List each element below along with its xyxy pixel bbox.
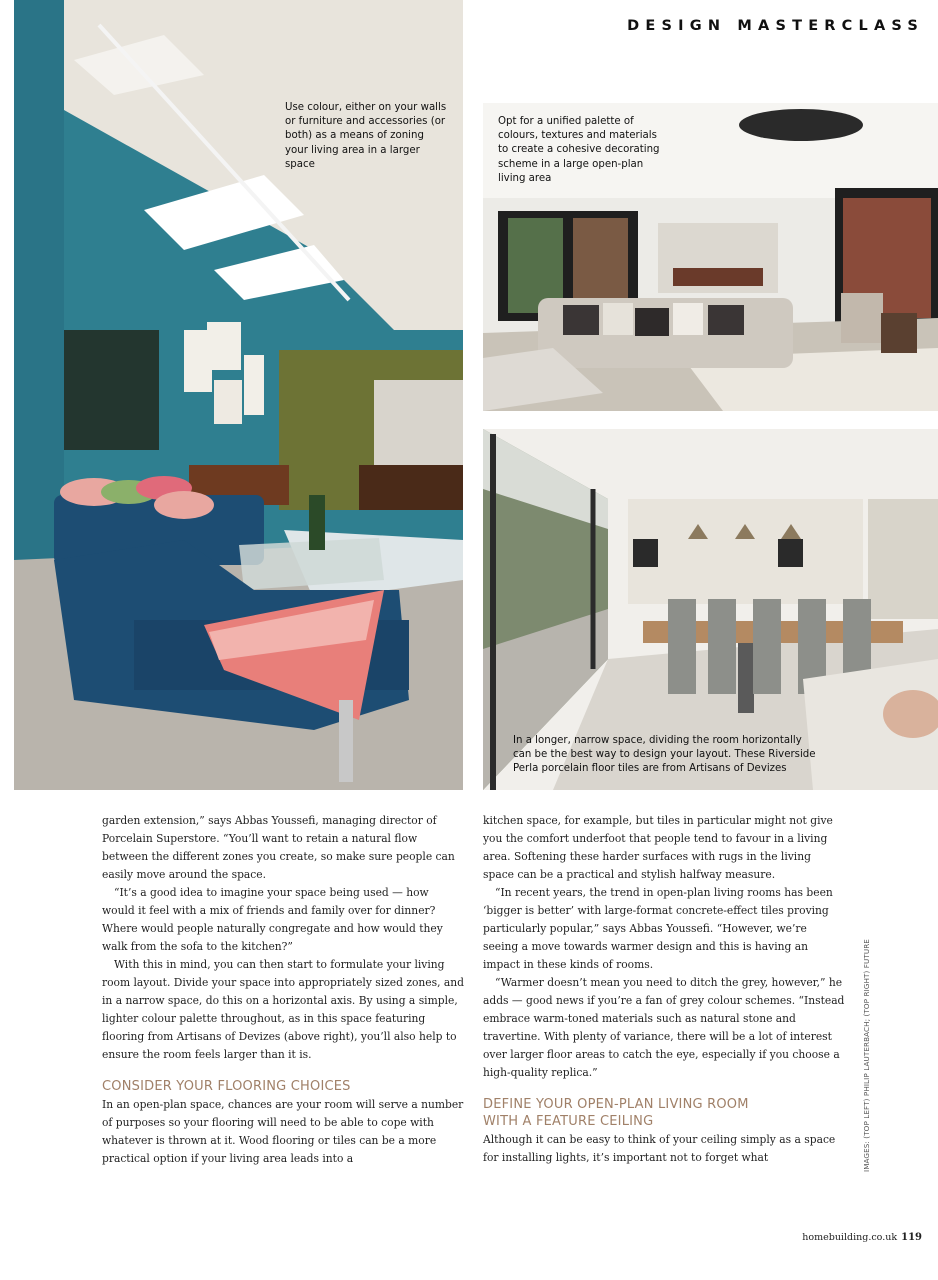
body-paragraph: Although it can be easy to think of your ceiling simply as a space for installing lights, it’s important not to forget what (483, 1133, 836, 1164)
left-photo-caption: Use colour, either on your walls or furniture and accessories (or both) as a means of zoning your living area in a larger space (285, 102, 447, 170)
section-title: DESIGN MASTERCLASS (627, 18, 924, 34)
body-paragraph: garden extension,” says Abbas Youssefi, managing director of Porcelain Superstore. “You’ll want to retain a natural flow between the different zones you create, so make sure people can easily move around the space. (102, 814, 455, 881)
body-paragraph: “In recent years, the trend in open-plan living rooms has been ‘bigger is better’ with large-format concrete-effect tiles proving particularly popular,” says Abbas Youssefi. “However, we’re seeing a move towards warmer design and this is having an impact in these kinds of rooms. (483, 886, 833, 971)
article-column-1 (102, 812, 464, 1168)
body-paragraph: In an open-plan space, chances are your room will serve a number of purposes so your flooring will need to be able to cope with whatever is thrown at it. Wood flooring or tiles can be a more practical option if your living area leads into a (102, 1098, 464, 1165)
page-number: 119 (901, 1232, 922, 1243)
section-heading: DEFINE YOUR OPEN-PLAN LIVING ROOM WITH A FEATURE CEILING (483, 1097, 749, 1129)
body-paragraph: With this in mind, you can then start to formulate your living room layout. Divide your space into appropriately sized zones, and in a narrow space, do this on a horizontal axis. By using a simple, lighter colour palette throughout, as in this space featuring flooring from Artisans of Devizes (above right), you’ll also help to ensure the room feels larger than it is. (102, 958, 465, 1061)
body-paragraph: “Warmer doesn’t mean you need to ditch the grey, however,” he adds — good news if you’re a fan of grey colour schemes. “Instead embrace warm-toned materials such as natural stone and travertine. With plenty of variance, there will be a lot of interest over larger floor areas to catch the eye, especially if you choose a high-quality replica.” (483, 976, 845, 1079)
article-column-2 (483, 812, 845, 1167)
site-url[interactable]: homebuilding.co.uk (802, 1232, 898, 1243)
image-credit: IMAGES: (TOP LEFT) PHILIP LAUTERBACH; (TOP RIGHT) FUTURE (862, 939, 871, 1172)
page-footer (802, 1232, 922, 1243)
bottom-right-photo-caption: In a longer, narrow space, dividing the room horizontally can be the best way to design your layout. These Riverside Perla porcelain floor tiles are from Artisans of Devizes (513, 735, 816, 775)
body-paragraph: kitchen space, for example, but tiles in particular might not give you the comfort underfoot that people tend to favour in a living area. Softening these harder surfaces with rugs in the living space can be a practical and stylish halfway measure. (483, 814, 833, 881)
body-paragraph: “It’s a good idea to imagine your space being used — how would it feel with a mix of friends and family over for dinner? Where would people naturally congregate and how would they walk from the sofa to the kitchen?” (102, 886, 443, 953)
top-right-photo-caption: Opt for a unified palette of colours, textures and materials to create a cohesive decorating scheme in a large open-plan living area (498, 116, 660, 184)
section-heading: CONSIDER YOUR FLOORING CHOICES (102, 1079, 351, 1094)
